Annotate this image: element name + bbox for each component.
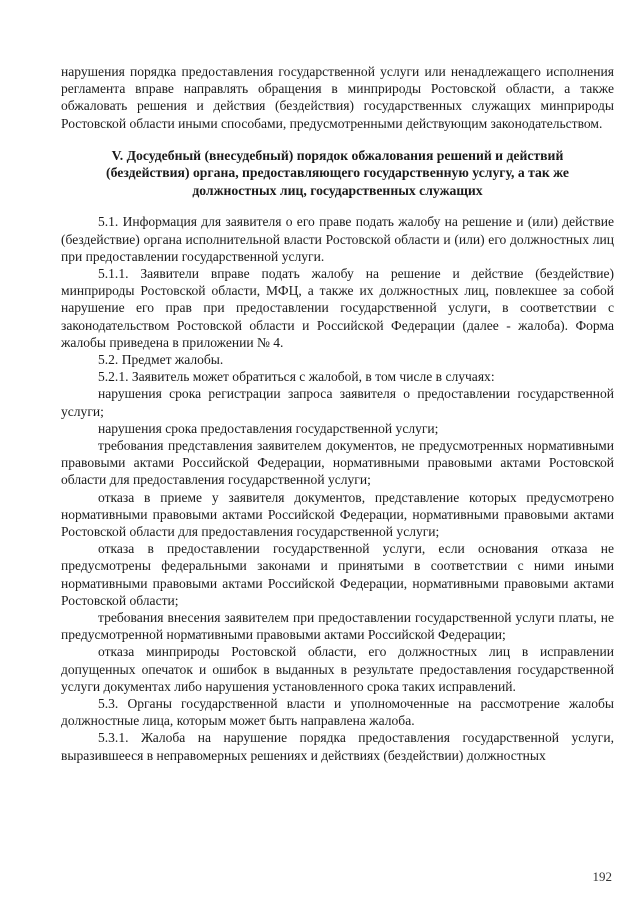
page-number: 192 — [592, 869, 612, 884]
list-item-registration-violation: нарушения срока регистрации запроса заявителя о предоставлении государственной услуги; — [61, 386, 614, 419]
paragraph-5-2: 5.2. Предмет жалобы. — [98, 351, 224, 367]
paragraph-5-1-1: 5.1.1. Заявители вправе подать жалобу на решение и действие (бездействие) минприроды Ростовской области, МФЦ, а также их должностных лиц, повлекшее за собой нарушение его прав при предоставлении государственной услуги, в соответствии с законодательством Ростовской области и Российской Федерации (далее - жалоба). Форма жалобы приведена в приложении № 4. — [61, 265, 614, 350]
list-item-refusal-acceptance: отказа в приеме у заявителя документов, представление которых предусмотрено нормативными правовыми актами Российской Федерации, нормативными правовыми актами Ростовской области для предоставления государственной услуги; — [61, 489, 614, 539]
paragraph-5-2-1: 5.2.1. Заявитель может обратиться с жалобой, в том числе в случаях: — [98, 369, 495, 385]
list-item-extra-payment: требования внесения заявителем при предоставлении государственной услуги платы, не предусмотренной нормативными правовыми актами Российской Федерации; — [61, 609, 614, 643]
intro-paragraph: нарушения порядка предоставления государственной услуги или ненадлежащего исполнения регламента вправе направлять обращения в минприроды Ростовской области, а также обжаловать решения и действия (бездействия) государственных служащих минприроды Ростовской области иными способами, предусмотренными действующим законодательством. — [61, 64, 614, 131]
list-item-term-violation: нарушения срока предоставления государственной услуги; — [98, 420, 439, 436]
list-item-refusal-service: отказа в предоставлении государственной услуги, если основания отказа не предусмотрены федеральными законами и принятыми в соответствии с ними иными нормативными правовыми актами Российской Федерации, нормативными правовыми актами Ростовской области; — [61, 541, 614, 608]
list-item-extra-documents: требования представления заявителем документов, не предусмотренных нормативными правовыми актами Российской Федерации, нормативными правовыми актами Ростовской области для предоставления государственной услуги; — [61, 437, 614, 488]
paragraph-5-1: 5.1. Информация для заявителя о его праве подать жалобу на решение и (или) действие (бездействие) органа исполнительной власти Ростовской области и (или) его должностных лиц при предоставлении государственной услуги. — [61, 214, 614, 264]
section-heading: V. Досудебный (внесудебный) порядок обжалования решений и действий (бездействия) органа, предоставляющего государственную услугу, а так же должностных лиц, государственных служащих — [106, 147, 569, 198]
document-body — [61, 63, 614, 764]
paragraph-5-3-1: 5.3.1. Жалоба на нарушение порядка предоставления государственной услуги, выразившееся в неправомерных решениях и действиях (бездействии) должностных — [61, 730, 614, 763]
paragraph-5-3: 5.3. Органы государственной власти и уполномоченные на рассмотрение жалобы должностные лица, которым может быть направлена жалоба. — [61, 696, 614, 729]
list-item-correction-refusal: отказа минприроды Ростовской области, его должностных лиц в исправлении допущенных опечаток и ошибок в выданных в результате предоставления государственной услуги документах либо нарушения установленного срока таких исправлений. — [61, 644, 614, 694]
